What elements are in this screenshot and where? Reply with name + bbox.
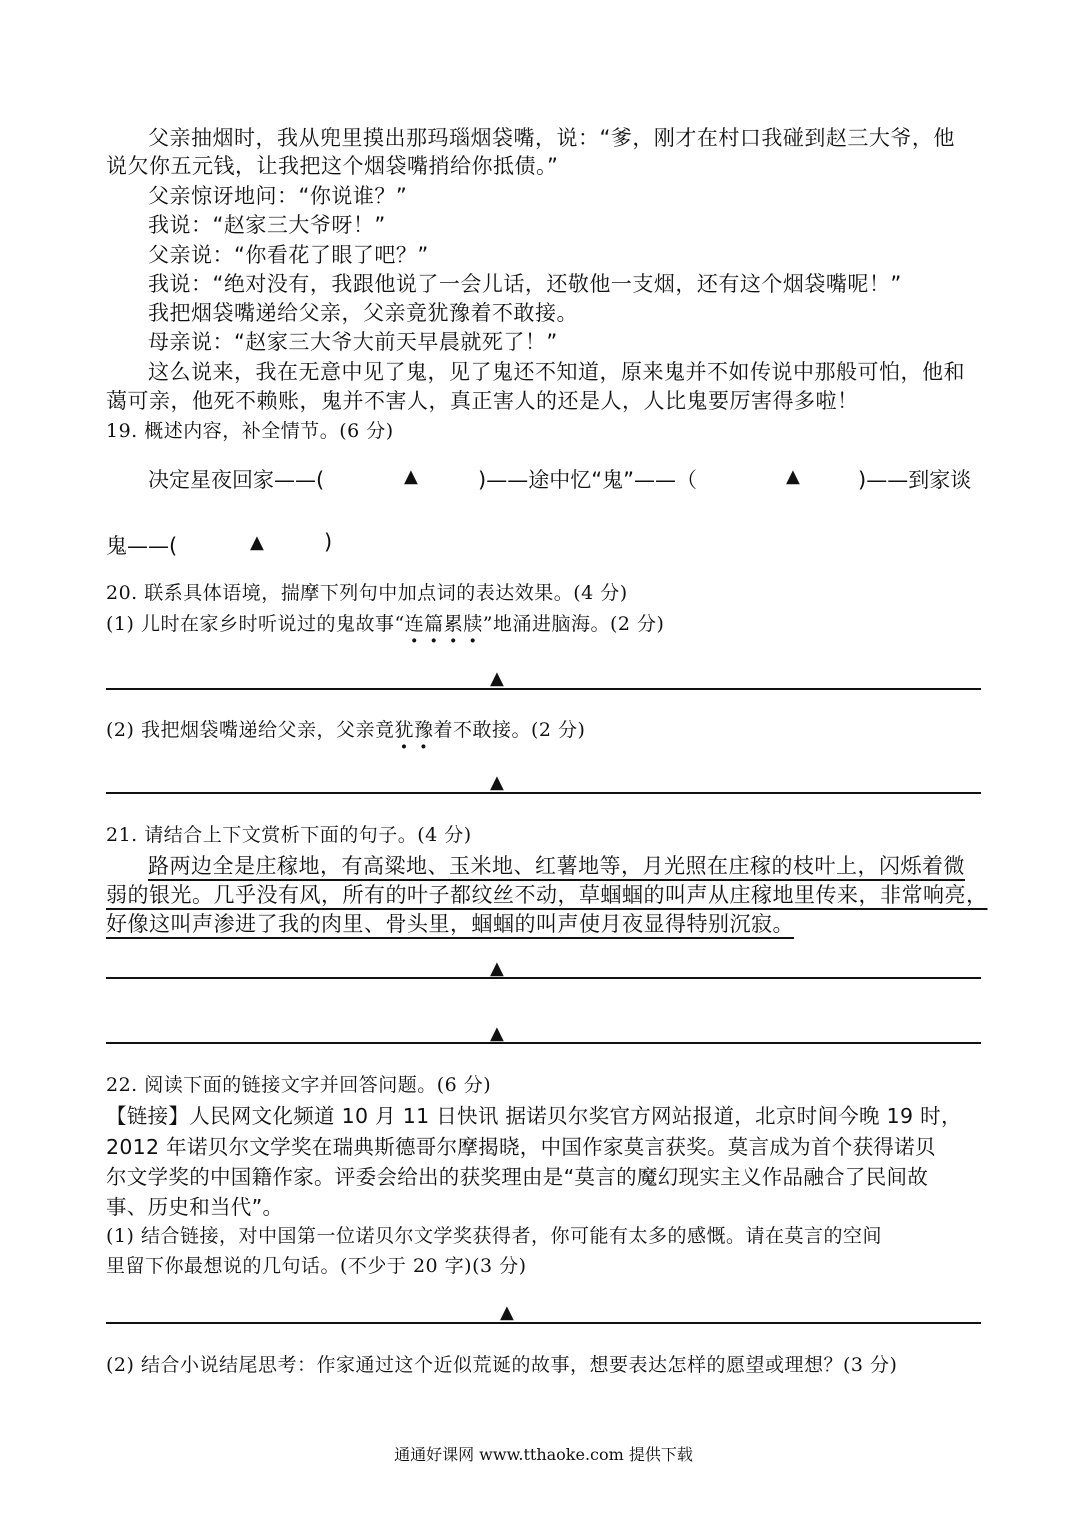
answer-blank-marker[interactable]: ▲ [786, 466, 800, 487]
q19-flow-end: )——到家谈 [858, 468, 972, 492]
answer-line[interactable] [106, 1042, 981, 1044]
q19-flow-start: 决定星夜回家——( [148, 468, 325, 492]
q21-passage-line-1: 路两边全是庄稼地，有高粱地、玉米地、红薯地等，月光照在庄稼的枝叶上，闪烁着微 [148, 854, 965, 878]
story-line-1: 父亲抽烟时，我从兜里摸出那玛瑙烟袋嘴，说：“爹，刚才在村口我碰到赵三大爷，他 [148, 126, 955, 150]
story-line-9: 这么说来，我在无意中见了鬼，见了鬼还不知道，原来鬼并不如传说中那般可怕，他和 [148, 360, 965, 384]
q22-sub1-line-1: (1) 结合链接，对中国第一位诺贝尔文学奖获得者，你可能有太多的感慨。请在莫言的空间 [106, 1225, 882, 1247]
story-line-8: 母亲说：“赵家三大爷大前天早晨就死了！” [148, 330, 558, 354]
answer-blank-marker[interactable]: ▲ [490, 772, 504, 793]
emphasis-dot-char: 累 [443, 613, 464, 635]
answer-blank-marker[interactable]: ▲ [250, 532, 264, 553]
q22-link-line-1: 【链接】人民网文化频道 10 月 11 日快讯 据诺贝尔奖官方网站报道，北京时间今晚 19 时， [106, 1104, 962, 1128]
q22-link-line-3: 尔文学奖的中国籍作家。评委会给出的获奖理由是“莫言的魔幻现实主义作品融合了民间故 [106, 1165, 929, 1189]
emphasis-dot-char: 豫 [413, 719, 434, 741]
story-line-4: 我说：“赵家三大爷呀！” [148, 213, 386, 237]
q20-sub1-text-end: ”地涌进脑海。(2 分) [482, 613, 665, 635]
story-line-2: 说欠你五元钱，让我把这个烟袋嘴捎给你抵债。” [106, 154, 559, 178]
story-line-5: 父亲说：“你看花了眼了吧？” [148, 243, 429, 267]
q22-link-line-4: 事、历史和当代”。 [106, 1195, 284, 1219]
q22-link-line-2: 2012 年诺贝尔文学奖在瑞典斯德哥尔摩揭晓，中国作家莫言获奖。莫言成为首个获得诺贝 [106, 1135, 936, 1159]
answer-blank-marker[interactable]: ▲ [490, 1023, 504, 1044]
q22-sub1-line-2: 里留下你最想说的几句话。(不少于 20 字)(3 分) [106, 1255, 527, 1277]
q21-title: 21. 请结合上下文赏析下面的句子。(4 分) [106, 824, 472, 846]
story-line-3: 父亲惊讶地问：“你说谁？” [148, 184, 408, 208]
answer-line[interactable] [106, 977, 981, 979]
answer-blank-marker[interactable]: ▲ [490, 958, 504, 979]
q20-sub1 [106, 609, 664, 636]
answer-line[interactable] [106, 1322, 981, 1324]
emphasis-dot-char: 犹 [394, 719, 414, 741]
answer-blank-marker[interactable]: ▲ [404, 466, 418, 487]
q19-flow-middle: )——途中忆“鬼”——（ [478, 468, 697, 492]
story-line-6: 我说：“绝对没有，我跟他说了一会儿话，还敬他一支烟，还有这个烟袋嘴呢！” [148, 272, 902, 296]
answer-line[interactable] [106, 688, 981, 690]
emphasis-dot-char: 牍 [463, 613, 483, 635]
q22-sub2: (2) 结合小说结尾思考：作家通过这个近似荒诞的故事，想要表达怎样的愿望或理想？(3 分) [106, 1354, 898, 1376]
q20-sub2-text: (2) 我把烟袋嘴递给父亲，父亲竟 [106, 719, 395, 741]
page-footer: 通通好课网 www.tthaoke.com 提供下载 [394, 1445, 693, 1464]
emphasis-dot-char: 连 [404, 613, 425, 635]
emphasis-dot-char: 篇 [424, 613, 444, 635]
q19-title: 19. 概述内容，补全情节。(6 分) [106, 420, 394, 442]
story-line-7: 我把烟袋嘴递给父亲，父亲竟犹豫着不敢接。 [148, 301, 578, 325]
q20-title: 20. 联系具体语境，揣摩下列句中加点词的表达效果。(4 分) [106, 582, 628, 604]
q21-passage-line-3: 好像这叫声渗进了我的肉里、骨头里，蝈蝈的叫声使月夜显得特别沉寂。 [106, 912, 794, 936]
q20-sub2 [106, 715, 585, 742]
answer-blank-marker[interactable]: ▲ [500, 1302, 514, 1323]
story-line-10: 蔼可亲，他死不赖账，鬼并不害人，真正害人的还是人，人比鬼要厉害得多啦！ [106, 389, 859, 413]
q19-flow-last: 鬼——( [106, 534, 178, 558]
answer-line[interactable] [106, 792, 981, 794]
q19-flow-row-1 [148, 464, 981, 494]
q19-flow-close: ) [324, 530, 333, 554]
q19-flow-row-2 [106, 530, 333, 560]
q20-sub1-text: (1) 儿时在家乡时听说过的鬼故事“ [106, 613, 405, 635]
q21-passage-line-2: 弱的银光。几乎没有风，所有的叶子都纹丝不动，草蝈蝈的叫声从庄稼地里传来，非常响亮， [106, 883, 988, 907]
answer-blank-marker[interactable]: ▲ [490, 668, 504, 689]
q22-title: 22. 阅读下面的链接文字并回答问题。(6 分) [106, 1074, 492, 1096]
q20-sub2-text-end: 着不敢接。(2 分) [433, 719, 586, 741]
